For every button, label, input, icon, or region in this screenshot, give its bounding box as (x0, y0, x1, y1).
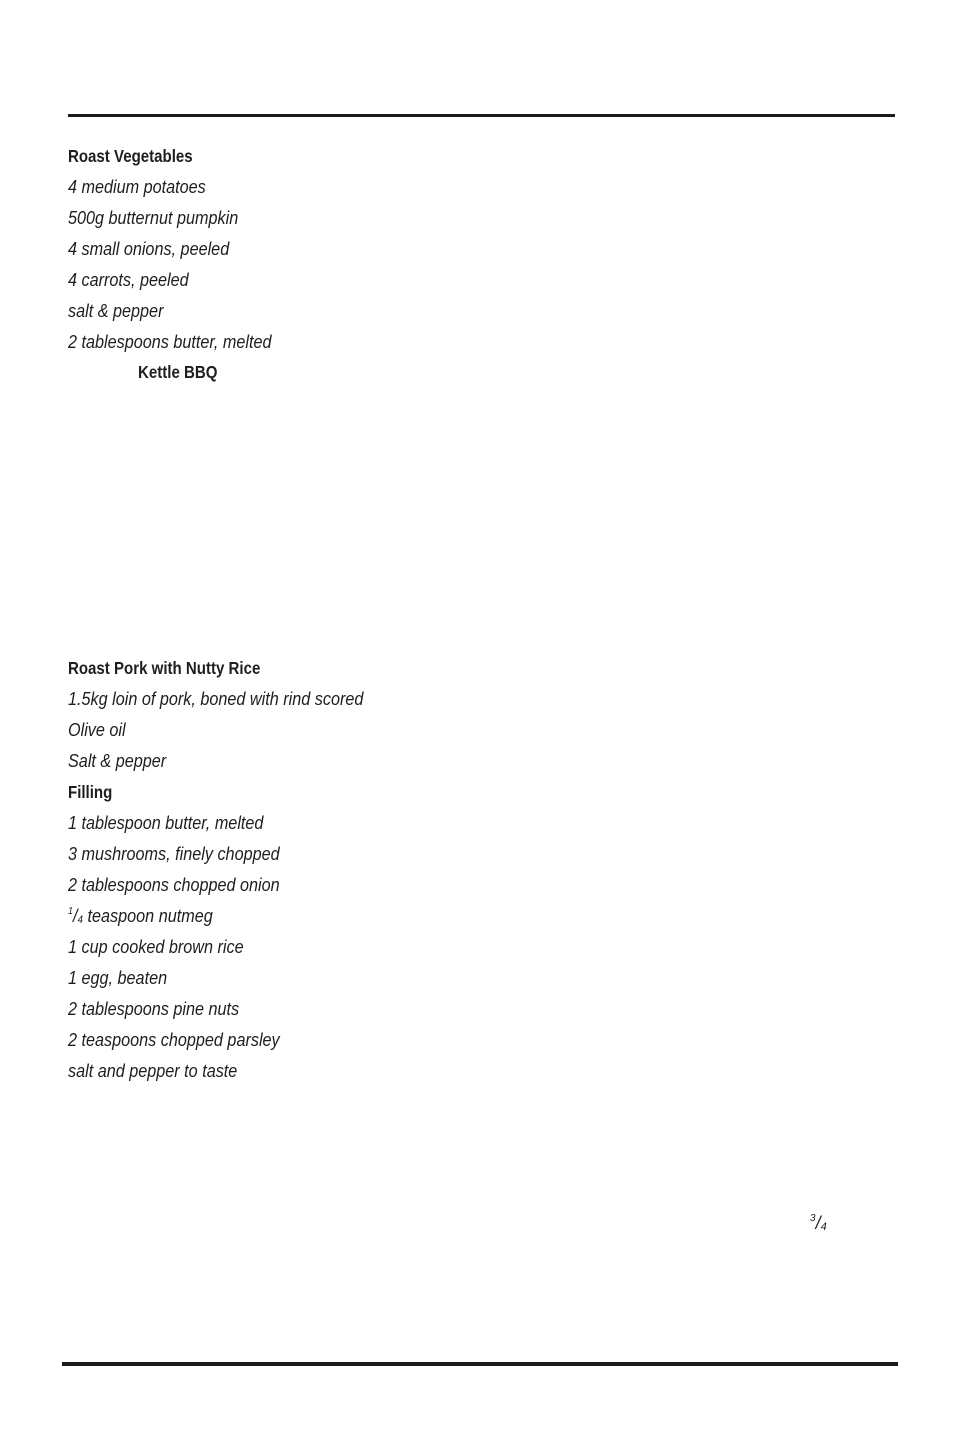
ingredient-item: 1.5kg loin of pork, boned with rind scored (68, 689, 364, 709)
stray-fraction (810, 1210, 827, 1236)
fraction-numerator: 3 (810, 1213, 816, 1224)
roast-vegetables-recipe (68, 143, 294, 360)
top-rule (68, 114, 895, 117)
bottom-rule (62, 1362, 898, 1366)
recipe-title: Roast Pork with Nutty Rice (68, 658, 261, 678)
nutmeg-text: teaspoon nutmeg (83, 906, 213, 926)
roast-pork-recipe (68, 655, 396, 1089)
fraction-denominator: 4 (820, 1221, 827, 1233)
filling-heading: Filling (68, 782, 113, 802)
ingredient-item: 2 tablespoons butter, melted (68, 332, 272, 352)
ingredient-item: 4 medium potatoes (68, 177, 206, 197)
filling-item-nutmeg (68, 903, 363, 934)
ingredient-item: salt & pepper (68, 301, 164, 321)
filling-item: 2 tablespoons pine nuts (68, 999, 240, 1019)
filling-item: 2 teaspoons chopped parsley (68, 1030, 280, 1050)
filling-item: 1 egg, beaten (68, 968, 168, 988)
fraction-numerator: 1 (68, 906, 74, 917)
filling-item: 1 cup cooked brown rice (68, 937, 244, 957)
fraction-denominator: 4 (77, 914, 84, 926)
filling-item: 2 tablespoons chopped onion (68, 875, 280, 895)
recipe-title: Roast Vegetables (68, 146, 193, 166)
ingredient-item: Olive oil (68, 720, 126, 740)
fraction-slash: / (815, 1213, 821, 1233)
filling-item: 3 mushrooms, finely chopped (68, 844, 280, 864)
kettle-bbq-subheading: Kettle BBQ (138, 362, 218, 382)
filling-item: 1 tablespoon butter, melted (68, 813, 264, 833)
ingredient-item: 4 small onions, peeled (68, 239, 230, 259)
ingredient-item: 500g butternut pumpkin (68, 208, 239, 228)
fraction-slash: / (73, 906, 78, 926)
ingredient-item: Salt & pepper (68, 751, 167, 771)
filling-item: salt and pepper to taste (68, 1061, 238, 1081)
ingredient-item: 4 carrots, peeled (68, 270, 189, 290)
